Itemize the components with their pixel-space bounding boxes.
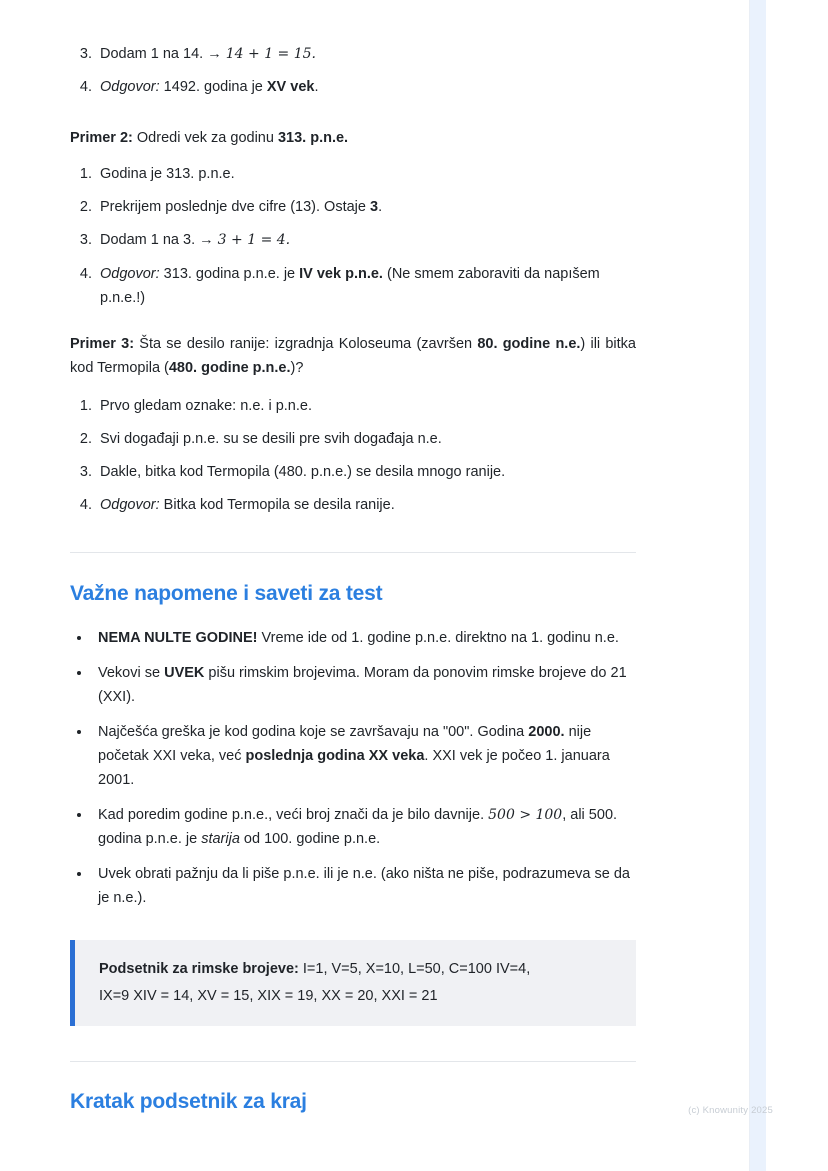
example1-steps [70,38,636,104]
list-item [96,191,636,224]
tip-text: Vekovi se UVEK pišu rimskim brojevima. Moram da ponovim rimske brojeve do 21 (XXI). [98,665,627,705]
tip-text: Uvek obrati pažnju da li piše p.n.e. ili je n.e. (ako ništa ne piše, podrazumeva se da je n.e.). [98,866,630,906]
list-item [92,803,636,851]
step-text: Odgovor: 313. godina p.n.e. je IV vek p.n.e. (Ne smem zaboraviti da napıšem p.n.e.!) [100,266,600,306]
roman-numerals-callout [70,940,636,1026]
list-item [96,262,636,310]
step-text: Odgovor: Bitka kod Termopila se desila ranije. [100,497,395,513]
step-text: Prekrijem poslednje dve cifre (13). Ostaje 3. [100,199,383,215]
step-text: Dodam 1 na 14. → 14 + 1 = 15. [100,46,316,62]
page-edge-band-inner [766,0,828,1171]
step-text: Dakle, bitka kod Termopila (480. p.n.e.) se desila mnogo ranije. [100,464,506,480]
example2-steps [70,158,636,310]
document-content [70,0,636,1114]
section-divider-1 [70,552,636,553]
step-text: Dodam 1 na 3. → 3 + 1 = 4. [100,232,291,248]
list-item [96,71,636,104]
list-item [96,489,636,522]
list-item [96,38,636,71]
list-item [92,626,636,650]
section-divider-2 [70,1061,636,1062]
step-text: Svi događaji p.n.e. su se desili pre svih događaja n.e. [100,431,442,447]
tips-list [70,626,636,910]
callout-line-1: Podsetnik za rimske brojeve: I=1, V=5, X=10, L=50, C=100 IV=4, [99,961,531,977]
example3-steps [70,390,636,522]
tips-section-title: Važne napomene i saveti za test [70,582,383,605]
closing-section-title: Kratak podsetnik za kraj [70,1090,307,1113]
list-item [96,423,636,456]
step-text: Godina je 313. p.n.e. [100,166,235,182]
list-item [92,720,636,792]
list-item [96,456,636,489]
page-edge-band [750,0,828,1171]
tip-text: NEMA NULTE GODINE! Vreme ide od 1. godine p.n.e. direktno na 1. godinu n.e. [98,630,619,646]
step-text: Prvo gledam oznake: n.e. i p.n.e. [100,398,312,414]
list-item [96,224,636,257]
tip-text: Najčešća greška je kod godina koje se završavaju na "00". Godina 2000. nije početak XXI veka, već poslednja godina XX veka. XXI vek je počeo 1. januara 2001. [98,724,610,788]
list-item [92,862,636,910]
list-item [92,661,636,709]
callout-line-2: IX=9 XIV = 14, XV = 15, XIX = 19, XX = 20, XXI = 21 [99,988,438,1004]
example2-heading: Primer 2: Odredi vek za godinu 313. p.n.e. [70,130,349,146]
tip-text: Kad poredim godine p.n.e., veći broj znači da je bilo davnije. 500 > 100, ali 500. godina p.n.e. je starija od 100. godine p.n.e. [98,807,618,847]
example3-heading: Primer 3: Šta se desilo ranije: izgradnja Koloseuma (završen 80. godine n.e.) ili bitka kod Termopila (480. godine p.n.e.)? [70,336,636,376]
copyright-watermark: (c) Knowunity 2025 [688,1105,773,1116]
list-item [96,390,636,423]
list-item [96,158,636,191]
step-text: Odgovor: 1492. godina je XV vek. [100,79,319,95]
